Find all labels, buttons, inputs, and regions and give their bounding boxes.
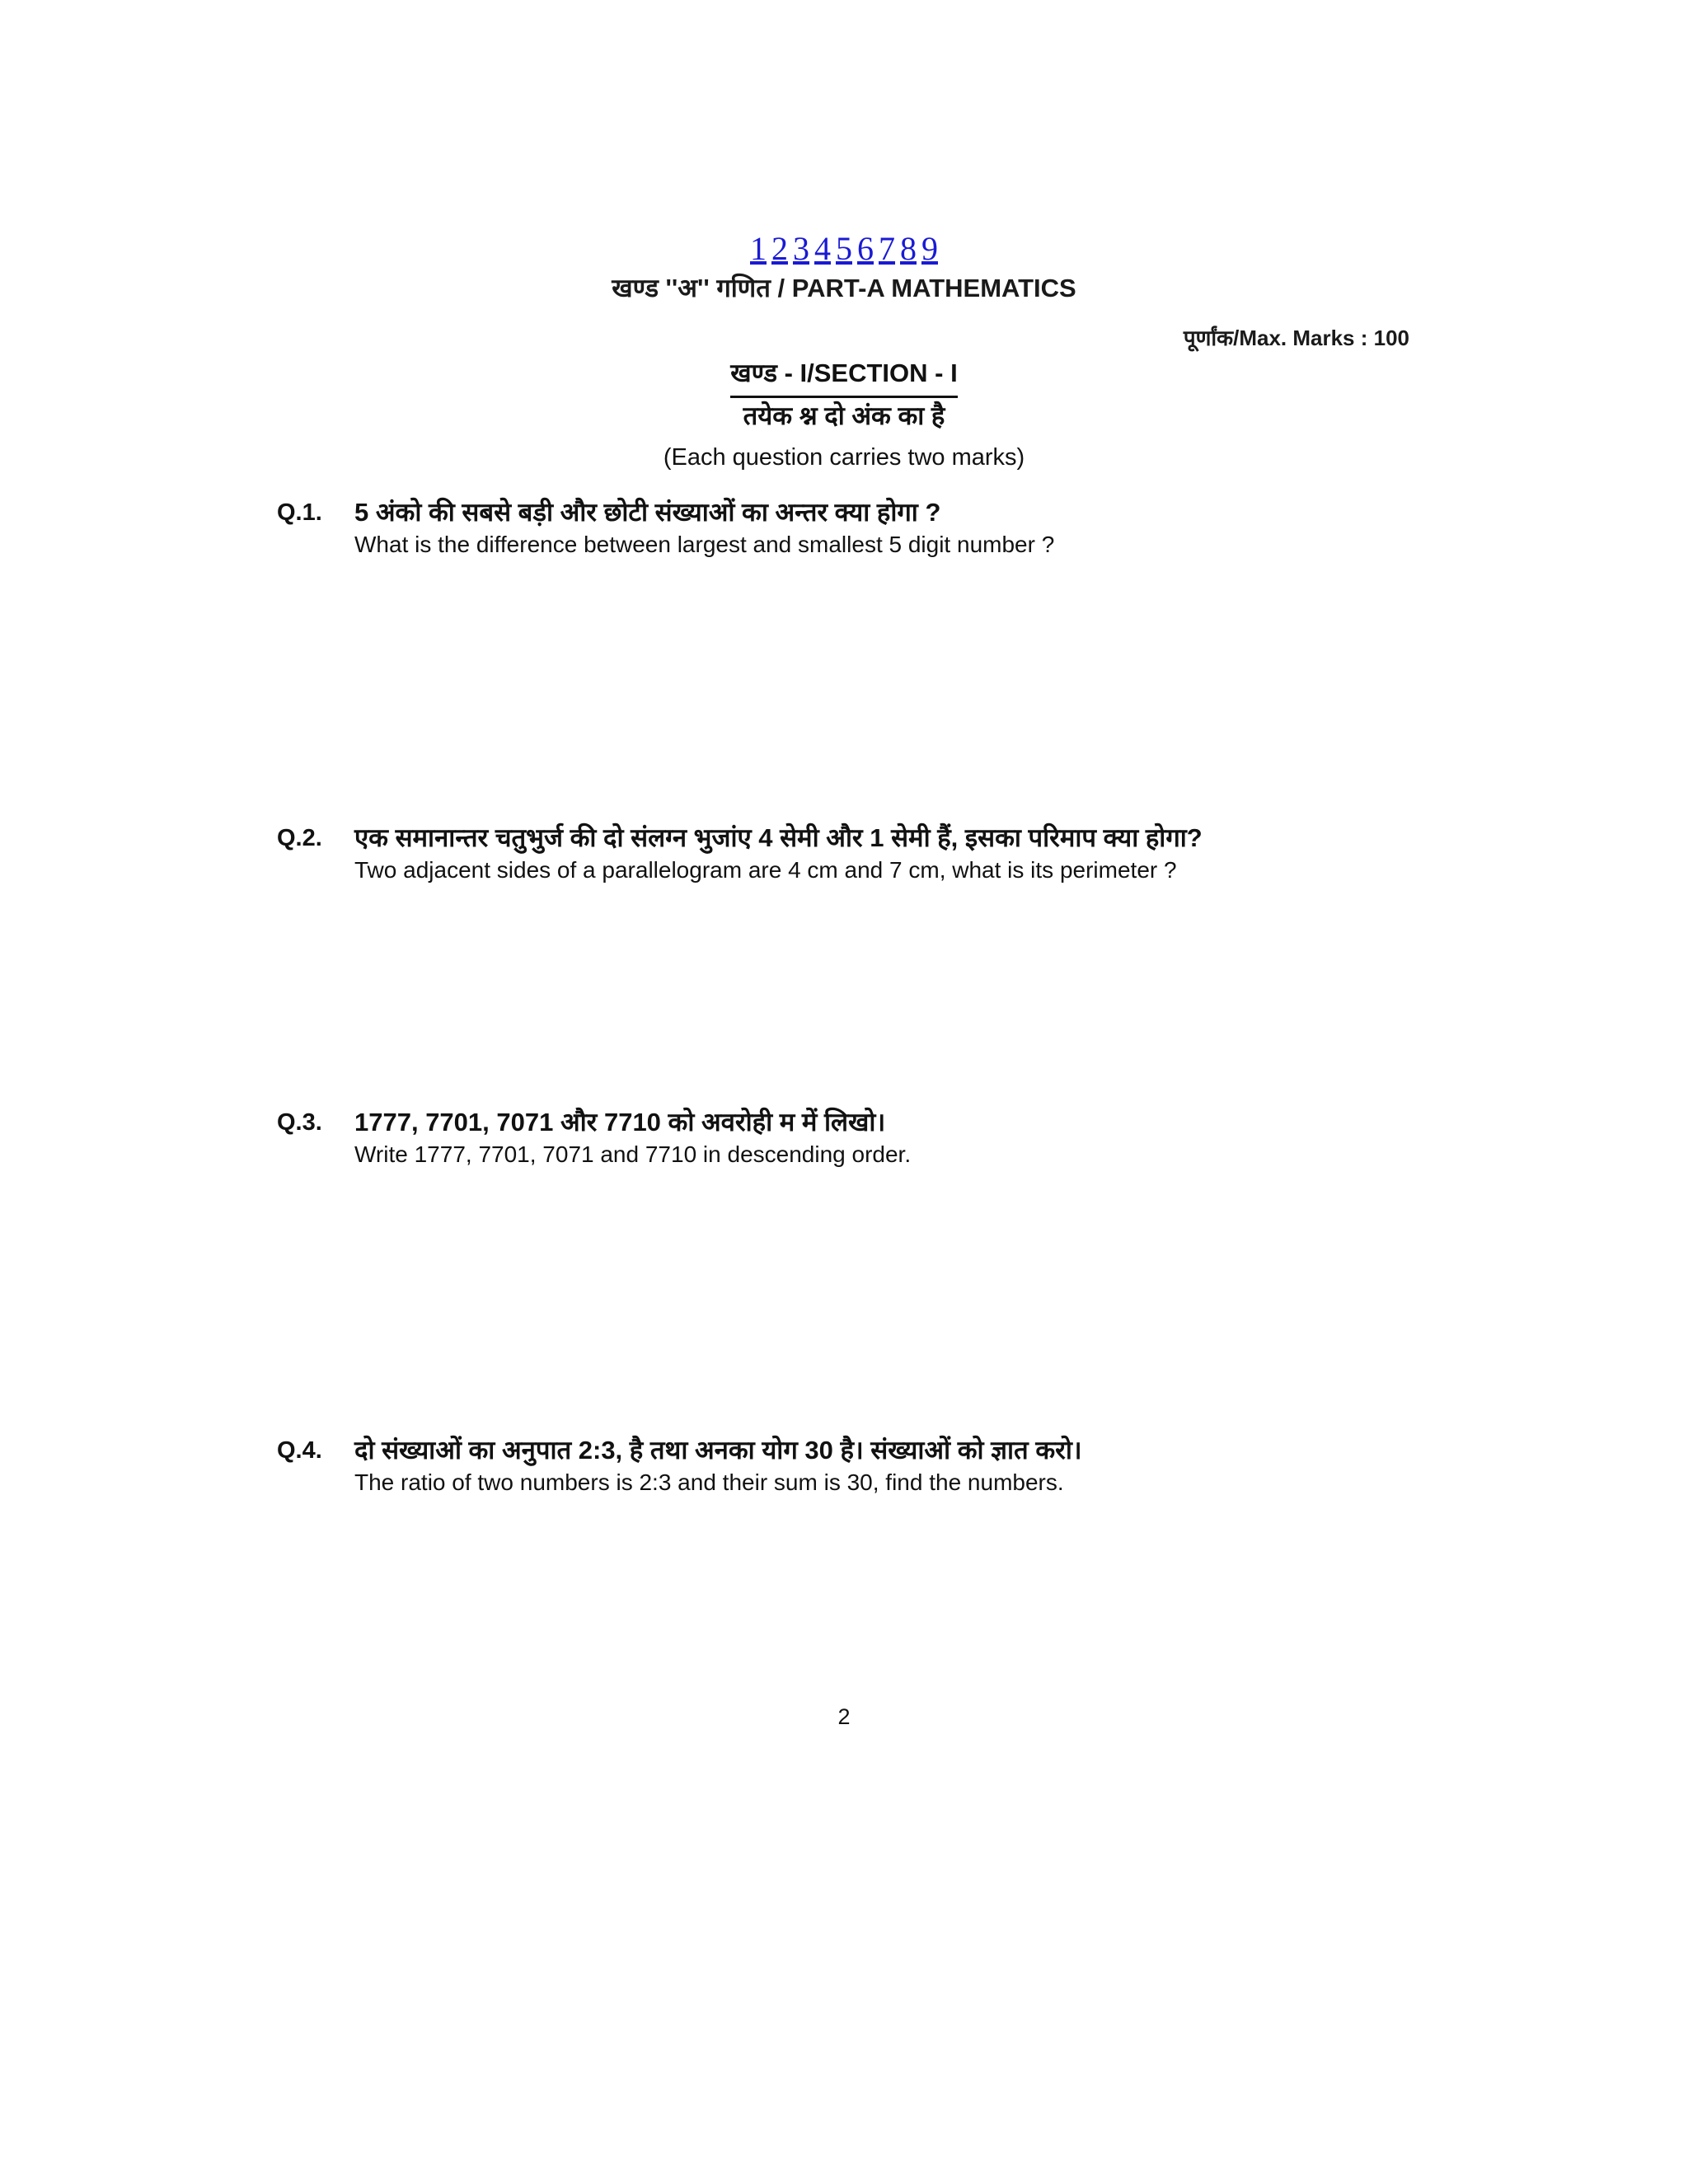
- instruction-english: (Each question carries two marks): [663, 444, 1025, 471]
- page-number: 2: [837, 1704, 851, 1729]
- page-navigation: [0, 229, 1688, 269]
- instruction-hindi: तयेक श्न दो अंक का है: [743, 401, 945, 430]
- page-link-1[interactable]: 1: [750, 230, 767, 267]
- page-link-2[interactable]: 2: [771, 230, 788, 267]
- page-link-5[interactable]: 5: [836, 230, 852, 267]
- page-link-6[interactable]: 6: [857, 230, 874, 267]
- question-hindi: 1777, 7701, 7071 और 7710 को अवरोही म में लिखो।: [354, 1108, 886, 1137]
- question-english: Two adjacent sides of a parallelogram are 4 cm and 7 cm, what is its perimeter ?: [354, 857, 1177, 883]
- page-link-7[interactable]: 7: [879, 230, 895, 267]
- part-title: खण्ड ''अ'' गणित / PART-A MATHEMATICS: [612, 274, 1076, 302]
- question-number: Q.3.: [277, 1109, 322, 1136]
- max-marks: पूर्णांक/Max. Marks : 100: [1183, 326, 1409, 350]
- question-english: The ratio of two numbers is 2:3 and their sum is 30, find the numbers.: [354, 1469, 1064, 1495]
- section-title: [0, 356, 1688, 398]
- question-number: Q.4.: [277, 1437, 322, 1464]
- question-number: Q.2.: [277, 825, 322, 851]
- question-hindi: एक समानान्तर चतुभुर्ज की दो संलग्न भुजांए 4 सेमी और 1 सेमी हैं, इसका परिमाप क्या होगा?: [354, 823, 1203, 852]
- question-hindi: दो संख्याओं का अनुपात 2:3, है तथा अनका योग 30 है। संख्याओं को ज्ञात करो।: [354, 1436, 1082, 1465]
- question-number: Q.1.: [277, 499, 322, 526]
- question-english: Write 1777, 7701, 7071 and 7710 in descending order.: [354, 1141, 912, 1167]
- question-english: What is the difference between largest and smallest 5 digit number ?: [354, 532, 1055, 557]
- section-title-text: खण्ड - I/SECTION - I: [730, 356, 957, 398]
- page-link-9[interactable]: 9: [921, 230, 938, 267]
- page-link-8[interactable]: 8: [900, 230, 917, 267]
- question-hindi: 5 अंको की सबसे बड़ी और छोटी संख्याओं का अन्तर क्या होगा ?: [354, 498, 941, 527]
- page-link-3[interactable]: 3: [793, 230, 809, 267]
- page-link-4[interactable]: 4: [814, 230, 831, 267]
